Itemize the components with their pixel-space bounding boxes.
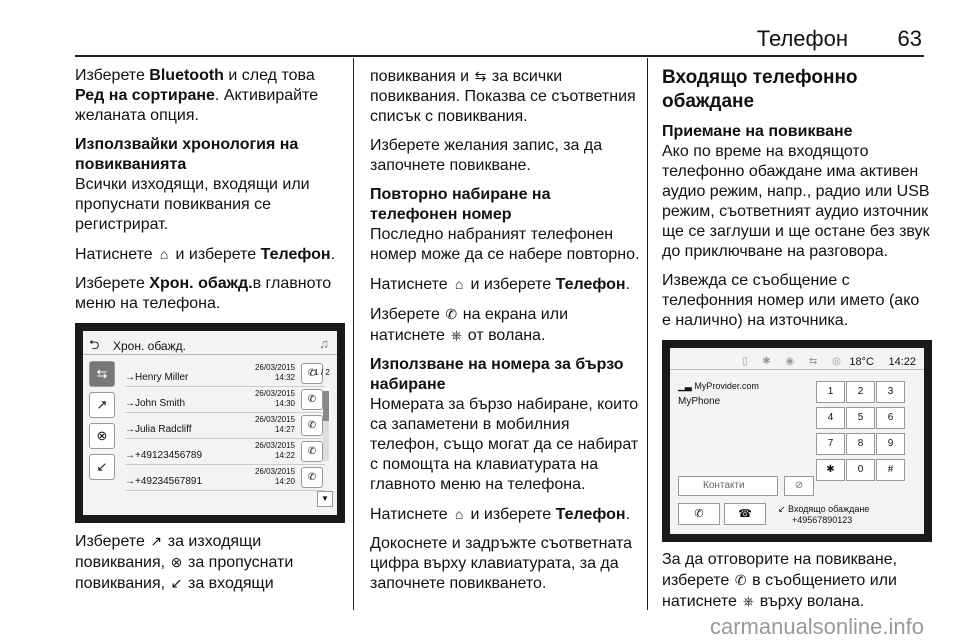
paragraph: Всички изходящи, входящи или пропуснати повиквания се регистрират. xyxy=(75,176,310,233)
keypad-key[interactable]: 7 xyxy=(816,433,845,455)
keypad-key[interactable]: ✱ xyxy=(816,459,845,481)
table-row[interactable] xyxy=(125,465,325,491)
network-provider: ▁▃ MyProvider.com xyxy=(678,381,759,391)
outgoing-icon: ↗ xyxy=(150,533,163,549)
keypad-key[interactable]: 9 xyxy=(876,433,905,455)
section-heading-speed-dial: Използване на номера за бързо набиране xyxy=(370,356,624,393)
call-button[interactable]: ✆ xyxy=(301,363,323,384)
status-icons: ▯ ✱ ◉ ⇆ ◎ xyxy=(742,356,847,367)
home-icon: ⌂ xyxy=(454,276,464,292)
screen-title: Хрон. обажд. xyxy=(113,339,186,353)
column-divider xyxy=(647,58,648,610)
missed-calls-tab[interactable]: ⊗ xyxy=(89,423,115,449)
paragraph: повиквания и ⇆ за всички повиквания. Показва се съответния списък с повиквания. xyxy=(370,68,636,125)
dial-keypad xyxy=(816,380,916,484)
paragraph: Натиснете ⌂ и изберете Телефон. xyxy=(75,246,336,263)
section-heading-incoming-call: Входящо телефонно обаждане xyxy=(662,67,858,112)
call-entry-name: →John Smith xyxy=(125,398,186,409)
section-heading-call-log: Използвайки хронология на повикванията xyxy=(75,136,299,173)
incoming-icon: ↙ xyxy=(170,575,183,591)
page-header xyxy=(0,0,960,58)
call-entry-name: →Julia Radcliff xyxy=(125,424,192,435)
all-calls-tab[interactable]: ⇆ xyxy=(89,361,115,387)
incoming-call-screen xyxy=(662,340,932,542)
paragraph: Последно набраният телефонен номер може да се набере повторно. xyxy=(370,226,640,263)
accept-call-button[interactable]: ✆ xyxy=(678,503,720,525)
call-filter-tabs xyxy=(89,361,117,485)
table-row[interactable] xyxy=(125,439,325,465)
media-icon[interactable]: ♫ xyxy=(319,336,329,351)
call-history-screen xyxy=(75,323,345,523)
connected-phone-name: MyPhone xyxy=(678,396,721,407)
keypad-key[interactable]: 4 xyxy=(816,407,845,429)
missed-icon: ⊗ xyxy=(170,554,183,570)
steering-wheel-phone-icon: ⎈ xyxy=(450,327,462,343)
call-button[interactable]: ✆ xyxy=(301,415,323,436)
column-1 xyxy=(75,66,345,603)
keypad-key[interactable]: 8 xyxy=(846,433,875,455)
back-icon[interactable]: ⮌ xyxy=(89,337,100,352)
call-entry-name: →+49123456789 xyxy=(125,450,203,461)
paragraph: Натиснете ⌂ и изберете Телефон. xyxy=(370,506,631,523)
subheading-receive-call: Приемане на повикване xyxy=(662,123,853,140)
page-indicator: 1 / 2 xyxy=(314,368,330,377)
keypad-key[interactable]: 3 xyxy=(876,381,905,403)
incoming-call-info: ↙ Входящо обаждане +49567890123 xyxy=(778,504,870,525)
call-entry-datetime: 26/03/2015 14:30 xyxy=(254,389,295,408)
call-button[interactable]: ✆ xyxy=(301,467,323,488)
all-calls-icon: ⇆ xyxy=(474,68,487,84)
call-entry-datetime: 26/03/2015 14:32 xyxy=(254,363,295,382)
call-entry-name: →+49234567891 xyxy=(125,476,203,487)
keypad-key[interactable]: 0 xyxy=(846,459,875,481)
paragraph: Номерата за бързо набиране, които са запаметени в мобилния телефон, също могат да се набират с помощта на клавиатурата на главното меню на телефона. xyxy=(370,396,639,493)
call-entry-datetime: 26/03/2015 14:22 xyxy=(254,441,295,460)
contacts-button[interactable]: Контакти xyxy=(678,476,778,496)
paragraph: Изберете ✆ на екрана или натиснете ⎈ от волана. xyxy=(370,306,569,344)
page-title: Телефон xyxy=(756,26,848,51)
temperature-readout: 18°C xyxy=(849,356,874,368)
keypad-key[interactable]: 5 xyxy=(846,407,875,429)
screen-topbar xyxy=(83,331,337,355)
table-row[interactable] xyxy=(125,413,325,439)
paragraph: Изберете Bluetooth и след това Ред на сортиране. Активирайте желаната опция. xyxy=(75,67,319,124)
scroll-down-button[interactable]: ▼ xyxy=(317,491,333,507)
incoming-calls-tab[interactable]: ↙ xyxy=(89,454,115,480)
call-button[interactable]: ✆ xyxy=(301,389,323,410)
reject-call-button[interactable]: ☎ xyxy=(724,503,766,525)
section-heading-redial: Повторно набиране на телефонен номер xyxy=(370,186,551,223)
outgoing-calls-tab[interactable]: ↗ xyxy=(89,392,115,418)
paragraph: За да отговорите на повикване, изберете ✆ в съобщението или натиснете ⎈ върху волана. xyxy=(662,551,898,610)
paragraph: Изберете ↗ за изходящи повиквания, ⊗ за пропуснати повиквания, ↙ за входящи xyxy=(75,533,294,592)
keypad-key[interactable]: 1 xyxy=(816,381,845,403)
handset-icon: ✆ xyxy=(734,572,747,588)
keypad-key[interactable]: 2 xyxy=(846,381,875,403)
paragraph: Извежда се съобщение с телефонния номер или името (ако е налично) на източника. xyxy=(662,272,920,329)
steering-wheel-phone-icon: ⎈ xyxy=(742,593,754,609)
paragraph: Изберете Хрон. обажд.в главното меню на телефона. xyxy=(75,275,332,312)
table-row[interactable] xyxy=(125,387,325,413)
table-row[interactable] xyxy=(125,361,325,387)
paragraph: Докоснете и задръжте съответната цифра върху клавиатурата, за да започнете повикването. xyxy=(370,535,633,592)
header-rule xyxy=(75,55,924,57)
page-number: 63 xyxy=(897,26,922,51)
column-divider xyxy=(353,58,354,610)
call-entry-datetime: 26/03/2015 14:27 xyxy=(254,415,295,434)
column-3 xyxy=(662,66,932,621)
paragraph: Ако по време на входящото телефонно обаждане има активен аудио режим, напр., радио или USB режим, съответният аудио източник ще се заглуши и ще остане без звук до приключване на разговора. xyxy=(662,143,930,260)
paragraph: Изберете желания запис, за да започнете повикване. xyxy=(370,137,603,174)
handset-icon: ✆ xyxy=(445,306,458,322)
column-2 xyxy=(370,66,640,603)
scrollbar[interactable] xyxy=(323,391,329,461)
clock-readout: 14:22 xyxy=(888,356,916,368)
watermark: carmanualsonline.info xyxy=(709,614,924,639)
home-icon: ⌂ xyxy=(454,506,464,522)
scrollbar-thumb[interactable] xyxy=(323,391,329,421)
keypad-key[interactable]: 6 xyxy=(876,407,905,429)
paragraph: Натиснете ⌂ и изберете Телефон. xyxy=(370,276,631,293)
call-list xyxy=(125,361,325,491)
call-entry-datetime: 26/03/2015 14:20 xyxy=(254,467,295,486)
home-icon: ⌂ xyxy=(159,246,169,262)
mute-mic-icon[interactable]: ⊘ xyxy=(784,476,814,496)
call-entry-name: →Henry Miller xyxy=(125,372,189,383)
keypad-key[interactable]: # xyxy=(876,459,905,481)
status-bar xyxy=(670,348,924,370)
call-button[interactable]: ✆ xyxy=(301,441,323,462)
